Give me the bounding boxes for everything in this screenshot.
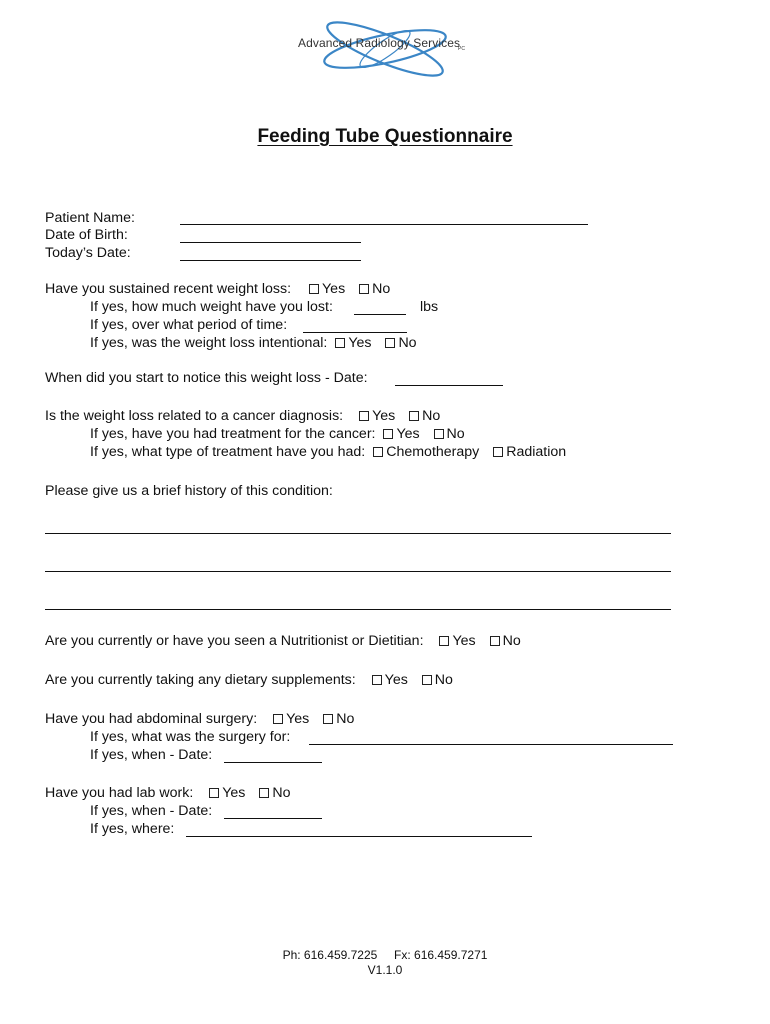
treatment-yes-checkbox[interactable] bbox=[383, 429, 393, 439]
lab-where-question: If yes, where: bbox=[90, 821, 175, 837]
surgery-question: Have you had abdominal surgery: Yes No bbox=[45, 711, 355, 727]
lab-no-checkbox[interactable] bbox=[259, 788, 269, 798]
weight-period-field[interactable] bbox=[303, 332, 407, 333]
notice-date-field[interactable] bbox=[395, 385, 503, 386]
cancer-treatment-question: If yes, have you had treatment for the cancer: Yes No bbox=[90, 426, 465, 442]
weight-intentional-question: If yes, was the weight loss intentional: Yes No bbox=[90, 335, 417, 351]
history-prompt: Please give us a brief history of this condition: bbox=[45, 483, 333, 499]
footer-contact: Ph: 616.459.7225 Fx: 616.459.7271 bbox=[282, 948, 488, 962]
cancer-yes-checkbox[interactable] bbox=[359, 411, 369, 421]
lab-date-field[interactable] bbox=[224, 818, 322, 819]
patient-name-field[interactable] bbox=[180, 224, 588, 225]
weight-loss-no-checkbox[interactable] bbox=[359, 284, 369, 294]
weight-loss-question: Have you sustained recent weight loss: Yes No bbox=[45, 281, 391, 297]
notice-date-question: When did you start to notice this weight loss - Date: bbox=[45, 370, 368, 386]
nutritionist-yes-checkbox[interactable] bbox=[439, 636, 449, 646]
today-date-field[interactable] bbox=[180, 260, 361, 261]
surgery-date-question: If yes, when - Date: bbox=[90, 747, 213, 763]
intentional-yes-checkbox[interactable] bbox=[335, 338, 345, 348]
lab-where-field[interactable] bbox=[186, 836, 532, 837]
cancer-no-checkbox[interactable] bbox=[409, 411, 419, 421]
supplements-no-checkbox[interactable] bbox=[422, 675, 432, 685]
nutritionist-question: Are you currently or have you seen a Nutritionist or Dietitian: Yes No bbox=[45, 633, 521, 649]
lab-date-question: If yes, when - Date: bbox=[90, 803, 213, 819]
cancer-question: Is the weight loss related to a cancer diagnosis: Yes No bbox=[45, 408, 441, 424]
page-title: Feeding Tube Questionnaire bbox=[257, 126, 513, 147]
surgery-no-checkbox[interactable] bbox=[323, 714, 333, 724]
surgery-for-question: If yes, what was the surgery for: bbox=[90, 729, 291, 745]
weight-period-question: If yes, over what period of time: bbox=[90, 317, 288, 333]
surgery-date-field[interactable] bbox=[224, 762, 322, 763]
chemotherapy-checkbox[interactable] bbox=[373, 447, 383, 457]
logo-text: Advanced Radiology Services bbox=[298, 36, 461, 50]
logo-suffix: PC bbox=[458, 46, 465, 52]
lab-work-question: Have you had lab work: Yes No bbox=[45, 785, 291, 801]
history-line-3[interactable] bbox=[45, 609, 671, 610]
surgery-yes-checkbox[interactable] bbox=[273, 714, 283, 724]
radiation-checkbox[interactable] bbox=[493, 447, 503, 457]
surgery-for-field[interactable] bbox=[309, 744, 673, 745]
history-line-1[interactable] bbox=[45, 533, 671, 534]
supplements-question: Are you currently taking any dietary supplements: Yes No bbox=[45, 672, 453, 688]
treatment-type-question: If yes, what type of treatment have you had: Chemotherapy Radiation bbox=[90, 444, 567, 460]
dob-field[interactable] bbox=[180, 242, 361, 243]
dob-label: Date of Birth: bbox=[45, 227, 128, 243]
intentional-no-checkbox[interactable] bbox=[385, 338, 395, 348]
patient-name-label: Patient Name: bbox=[45, 210, 135, 226]
treatment-no-checkbox[interactable] bbox=[434, 429, 444, 439]
lab-yes-checkbox[interactable] bbox=[209, 788, 219, 798]
history-line-2[interactable] bbox=[45, 571, 671, 572]
weight-loss-yes-checkbox[interactable] bbox=[309, 284, 319, 294]
supplements-yes-checkbox[interactable] bbox=[372, 675, 382, 685]
weight-amount-question: If yes, how much weight have you lost: bbox=[90, 299, 333, 315]
weight-amount-field[interactable] bbox=[354, 314, 406, 315]
footer-version: V1.1.0 bbox=[367, 963, 403, 977]
weight-unit: lbs bbox=[420, 299, 439, 315]
nutritionist-no-checkbox[interactable] bbox=[490, 636, 500, 646]
today-date-label: Today’s Date: bbox=[45, 245, 131, 261]
